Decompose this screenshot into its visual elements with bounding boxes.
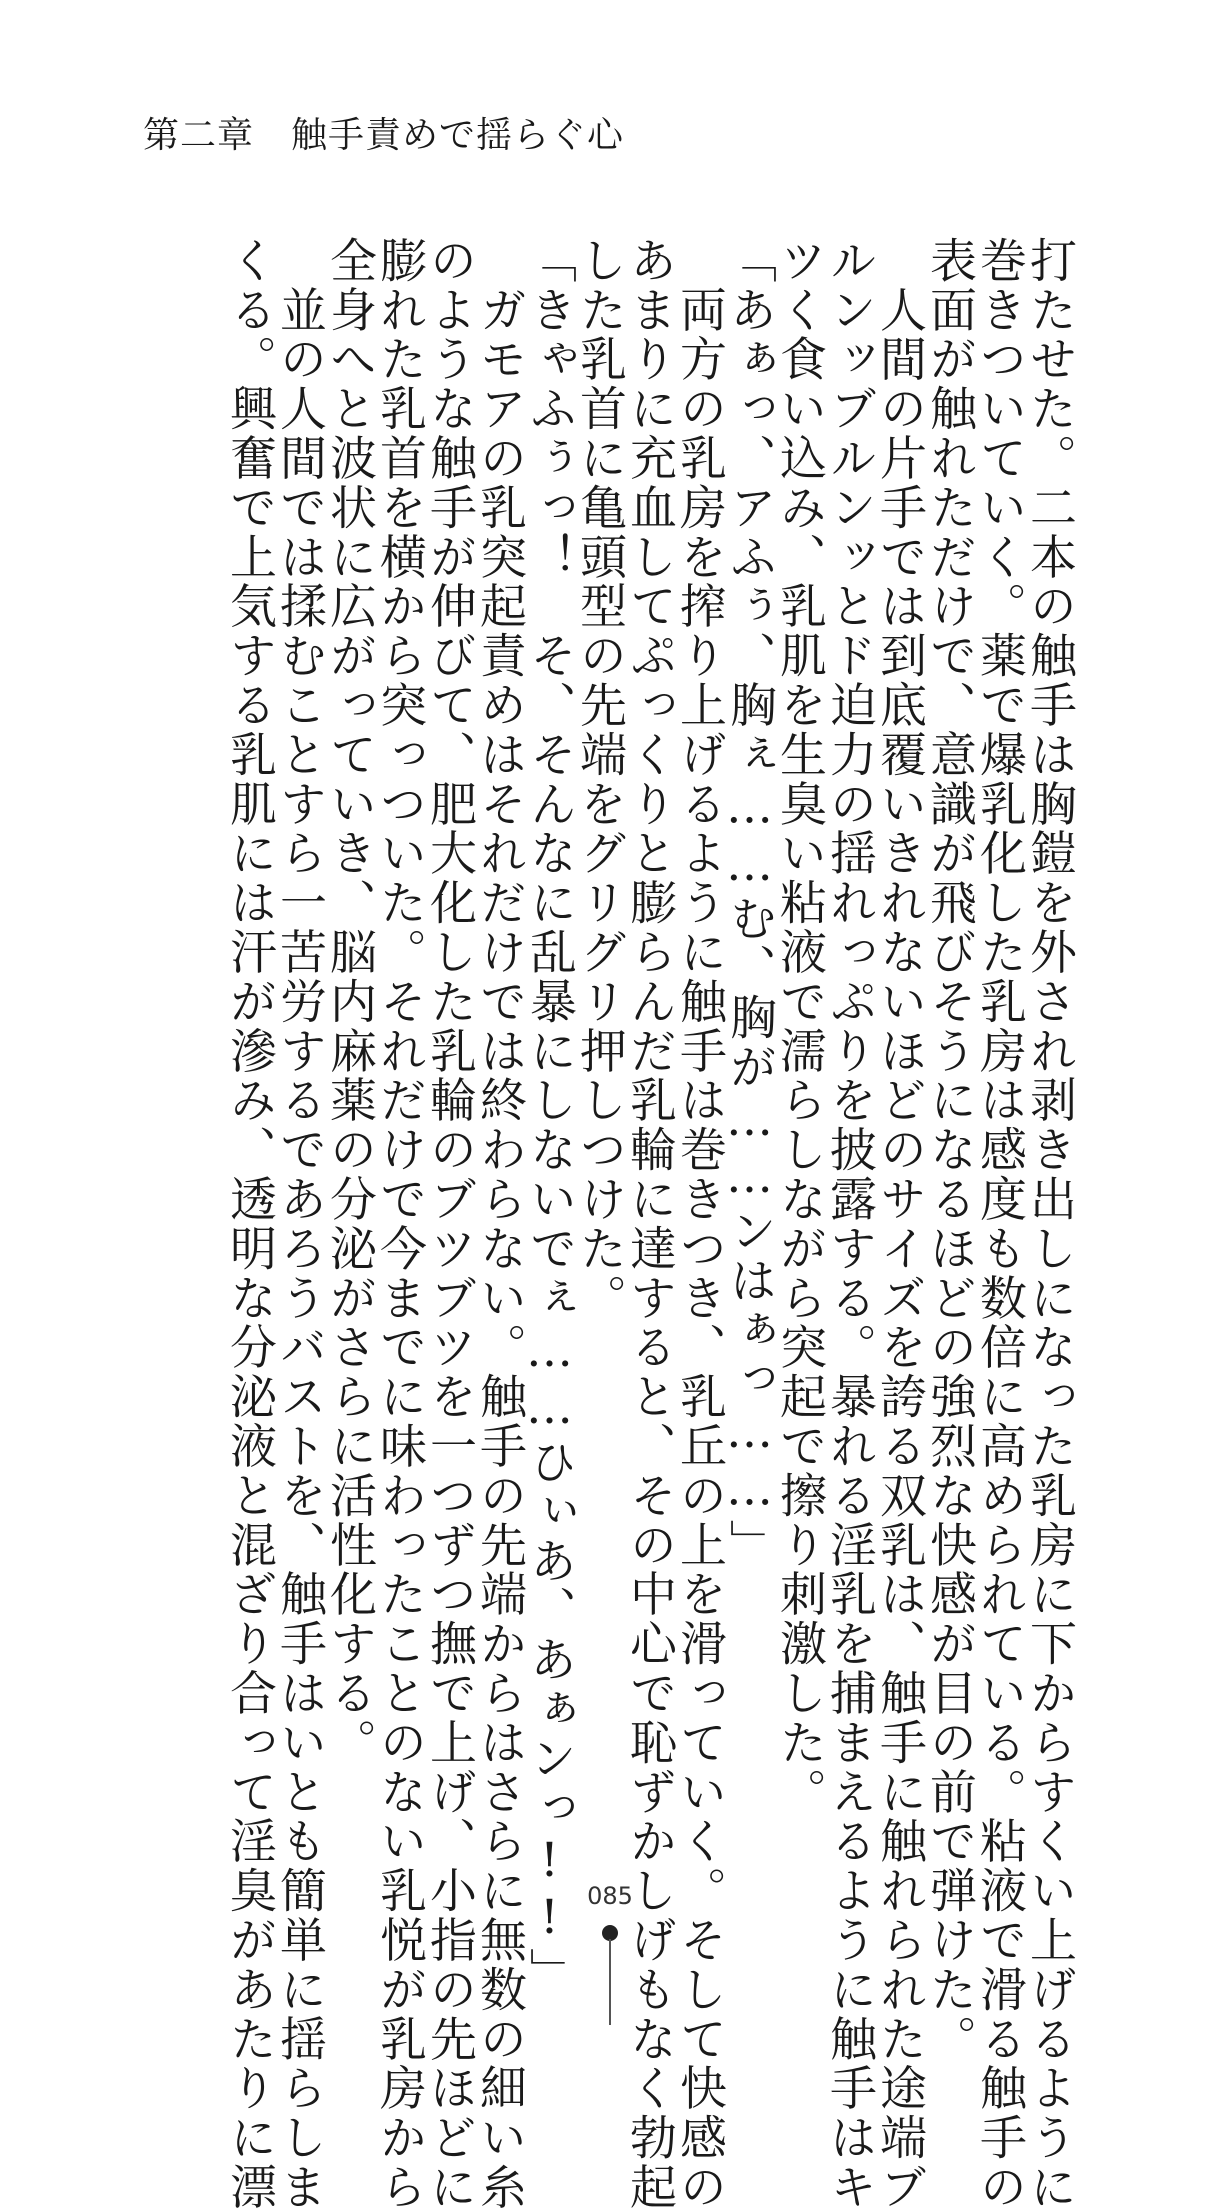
text-line: ツく食い込み、乳肌を生臭い粘液で濡らしながら突起で擦り刺激した。 — [772, 236, 827, 1817]
text-line: 全身へと波状に広がっていき、脳内麻薬の分泌がさらに活性化する。 — [322, 236, 377, 1768]
text-line: のような触手が伸びて、肥大化した乳輪のブツブツを一つずつ撫で上げ、小指の先ほどに — [422, 236, 477, 2212]
ornament-stem — [609, 1939, 611, 2025]
text-line: 人間の片手では到底覆いきれないほどのサイズを誇る双乳は、触手に触れられた途端ブ — [872, 236, 927, 2212]
text-line: 並の人間では揉むことすら一苦労するであろうバストを、触手はいとも簡単に揺らしま — [272, 236, 327, 2212]
text-line: 巻きついていく。薬で爆乳化した乳房は感度も数倍に高められている。粘液で滑る触手の — [972, 236, 1027, 2212]
text-line: 「きゃふぅっ！ そ、そんなに乱暴にしないでぇ……ひぃあ、あぁンっ!!」 — [522, 236, 577, 1997]
body-text — [222, 236, 1077, 2212]
text-line: 「あぁっ、アふぅ、胸ぇ……む、胸が……ンはぁっ……」 — [722, 236, 777, 1569]
text-line: あまりに充血してぷっくりと膨らんだ乳輪に達すると、その中心で恥ずかしげもなく勃起 — [622, 236, 677, 2212]
text-line: した乳首に亀頭型の先端をグリグリ押しつけた。 — [572, 236, 627, 1323]
page-ornament-icon — [602, 1925, 618, 2025]
page-number: 085 — [587, 1882, 633, 1910]
text-line: ルンッブルンッとド迫力の揺れっぷりを披露する。暴れる淫乳を捕まえるように触手はキ — [822, 236, 877, 2212]
text-line: 打たせた。二本の触手は胸鎧を外され剥き出しになった乳房に下からすくい上げるように — [1022, 236, 1077, 2212]
text-line: くる。興奮で上気する乳肌には汗が滲み、透明な分泌液と混ざり合って淫臭があたりに漂 — [222, 236, 277, 2212]
text-line: 表面が触れただけで、意識が飛びそうになるほどの強烈な快感が目の前で弾けた。 — [922, 236, 977, 2064]
text-line: 両方の乳房を搾り上げるように触手は巻きつき、乳丘の上を滑っていく。そして快感の — [672, 236, 727, 2212]
chapter-title: 第二章 触手責めで揺らぐ心 — [143, 115, 625, 156]
text-line: 膨れた乳首を横から突っついた。それだけで今までに味わったことのない乳悦が乳房から — [372, 236, 427, 2212]
text-line: ガモアの乳突起責めはそれだけでは終わらない。触手の先端からはさらに無数の細い糸 — [472, 236, 527, 2212]
